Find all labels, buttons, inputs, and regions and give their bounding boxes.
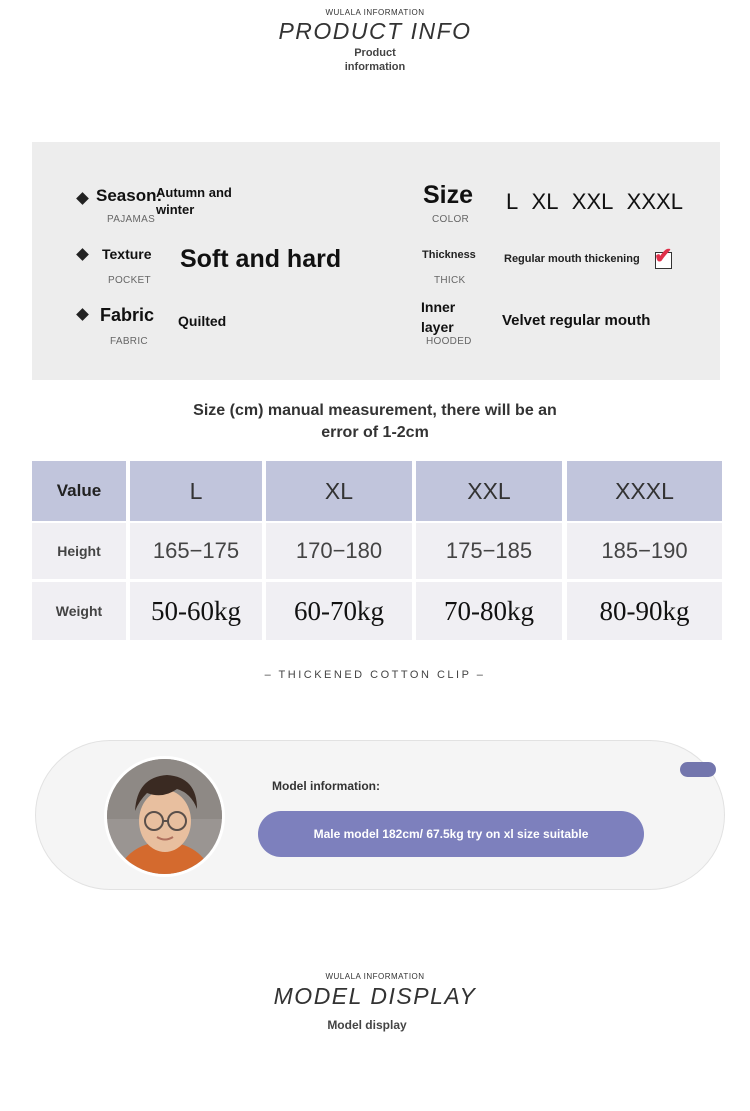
fabric-label: Fabric xyxy=(100,305,155,325)
fabric-value: Quilted xyxy=(178,313,227,329)
fabric-sublabel: FABRIC xyxy=(110,336,148,347)
inner-layer-label-line1: Inner xyxy=(421,299,456,315)
decorative-pill xyxy=(680,762,716,777)
avatar xyxy=(107,759,222,874)
table-row-label: Weight xyxy=(32,582,126,640)
thickness-value: Regular mouth thickening xyxy=(504,253,640,265)
section-label: – THICKENED COTTON CLIP – xyxy=(264,669,486,681)
texture-sublabel: POCKET xyxy=(108,275,151,286)
table-cell: 165−175 xyxy=(130,523,262,579)
model-info-label: Model information: xyxy=(272,779,380,793)
season-sublabel: PAJAMAS xyxy=(107,214,156,225)
size-options xyxy=(506,189,683,215)
size-option: XL xyxy=(531,189,558,214)
model-info-pill xyxy=(258,811,644,857)
header-subtitle-line2: information xyxy=(344,61,406,73)
inner-layer-value: Velvet regular mouth xyxy=(502,312,651,329)
size-option: XXXL xyxy=(626,189,683,214)
footer-title: MODEL DISPLAY xyxy=(273,983,477,1009)
table-cell: 170−180 xyxy=(266,523,412,579)
table-header-cell: Value xyxy=(32,461,126,521)
table-cell: 50-60kg xyxy=(130,582,262,640)
table-cell: 185−190 xyxy=(567,523,722,579)
header-eyebrow: WULALA INFORMATION xyxy=(325,8,425,17)
thickness-sublabel: THICK xyxy=(434,275,466,286)
table-cell: 70-80kg xyxy=(416,582,562,640)
table-header-cell: L xyxy=(130,461,262,521)
size-option: L xyxy=(506,189,518,214)
table-cell: 80-90kg xyxy=(567,582,722,640)
inner-layer-sublabel: HOODED xyxy=(426,336,472,347)
texture-label: Texture xyxy=(102,246,152,262)
model-portrait-icon xyxy=(107,759,222,874)
size-sublabel: COLOR xyxy=(432,214,470,225)
table-cell: 175−185 xyxy=(416,523,562,579)
inner-layer-label xyxy=(421,297,455,337)
season-value: Autumn and winter xyxy=(156,185,232,217)
checkmark-icon: ✔ xyxy=(654,243,673,268)
footer-subtitle: Model display xyxy=(327,1018,407,1032)
table-cell: 60-70kg xyxy=(266,582,412,640)
season-label: Season: xyxy=(96,186,163,205)
measurement-note-line2: error of 1-2cm xyxy=(321,424,429,441)
size-label: Size xyxy=(423,181,474,209)
table-row-label: Height xyxy=(32,523,126,579)
footer-eyebrow: WULALA INFORMATION xyxy=(325,972,425,981)
table-header-cell: XXXL xyxy=(567,461,722,521)
model-info-text: Male model 182cm/ 67.5kg try on xl size suitable xyxy=(313,827,589,841)
page-title: PRODUCT INFO xyxy=(278,18,472,44)
thickness-label: Thickness xyxy=(422,249,476,261)
inner-layer-label-line2: layer xyxy=(421,319,454,335)
measurement-note-line1: Size (cm) manual measurement, there will be an xyxy=(193,402,557,419)
texture-value: Soft and hard xyxy=(180,245,342,273)
header-subtitle-line1: Product xyxy=(354,47,396,59)
size-option: XXL xyxy=(571,189,613,214)
table-header-cell: XXL xyxy=(416,461,562,521)
table-header-cell: XL xyxy=(266,461,412,521)
